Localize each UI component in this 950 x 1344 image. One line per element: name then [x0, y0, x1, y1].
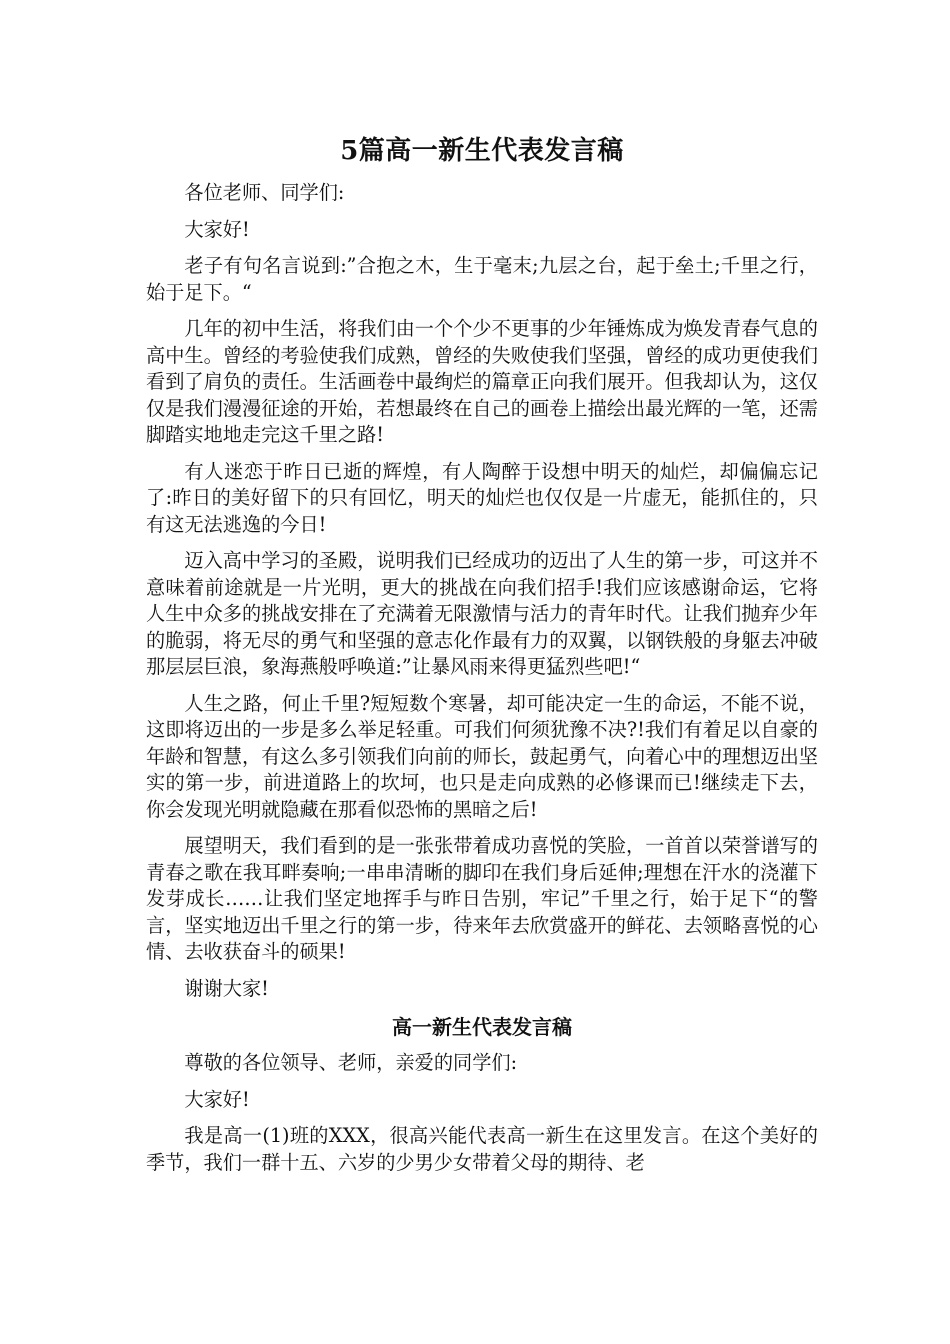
- body-paragraph: 人生之路，何止千里?短短数个寒暑，却可能决定一生的命运，不能不说，这即将迈出的一步是多么举足轻重。可我们何须犹豫不决?!我们有着足以自豪的年龄和智慧，有这么多引领我们向前的师长，鼓起勇气，向着心中的理想迈出坚实的第一步，前进道路上的坎坷，也只是走向成熟的必修课而已!继续走下去，你会发现光明就隐藏在那看似恐怖的黑暗之后!: [146, 691, 818, 821]
- greeting-paragraph: 尊敬的各位领导、老师，亲爱的同学们:: [184, 1051, 518, 1074]
- body-paragraph: 展望明天，我们看到的是一张张带着成功喜悦的笑脸，一首首以荣誉谱写的青春之歌在我耳畔奏响;一串串清晰的脚印在我们身后延伸;理想在汗水的浇灌下发芽成长……让我们坚定地挥手与昨日告别，牢记”千里之行，始于足下“的警言，坚实地迈出千里之行的第一步，待来年去欣赏盛开的鲜花、去领略喜悦的心情、去收获奋斗的硕果!: [146, 834, 818, 963]
- body-paragraph: 几年的初中生活，将我们由一个个少不更事的少年锤炼成为焕发青春气息的高中生。曾经的考验使我们成熟，曾经的失败使我们坚强，曾经的成功更使我们看到了肩负的责任。生活画卷中最绚烂的篇章正向我们展开。但我却认为，这仅仅是我们漫漫征途的开始，若想最终在自己的画卷上描绘出最光辉的一笔，还需脚踏实地地走完这千里之路!: [146, 317, 818, 446]
- greeting-paragraph: 各位老师、同学们:: [184, 181, 345, 204]
- body-paragraph: 老子有句名言说到:”合抱之木，生于毫末;九层之台，起于垒土;千里之行，始于足下。“: [146, 254, 818, 304]
- body-paragraph: 我是高一(1)班的XXX，很高兴能代表高一新生在这里发言。在这个美好的季节，我们一群十五、六岁的少男少女带着父母的期待、老: [146, 1124, 818, 1174]
- section-title: 高一新生代表发言稿: [392, 1015, 572, 1039]
- body-paragraph: 迈入高中学习的圣殿，说明我们已经成功的迈出了人生的第一步，可这并不意味着前途就是一片光明，更大的挑战在向我们招手!我们应该感谢命运，它将人生中众多的挑战安排在了充满着无限激情与活力的青年时代。让我们抛弃少年的脆弱，将无尽的勇气和坚强的意志化作最有力的双翼，以钢铁般的身躯去冲破那层层巨浪，象海燕般呼唤道:”让暴风雨来得更猛烈些吧!“: [146, 549, 818, 678]
- document-page: [146, 128, 818, 1186]
- hello-paragraph: 大家好!: [184, 217, 250, 241]
- hello-paragraph: 大家好!: [184, 1087, 250, 1111]
- document-title: 5篇高一新生代表发言稿: [340, 136, 624, 166]
- body-paragraph: 有人迷恋于昨日已逝的辉煌，有人陶醉于设想中明天的灿烂，却偏偏忘记了:昨日的美好留下的只有回忆，明天的灿烂也仅仅是一片虚无，能抓住的，只有这无法逃逸的今日!: [146, 459, 818, 536]
- closing-paragraph: 谢谢大家!: [184, 976, 269, 1000]
